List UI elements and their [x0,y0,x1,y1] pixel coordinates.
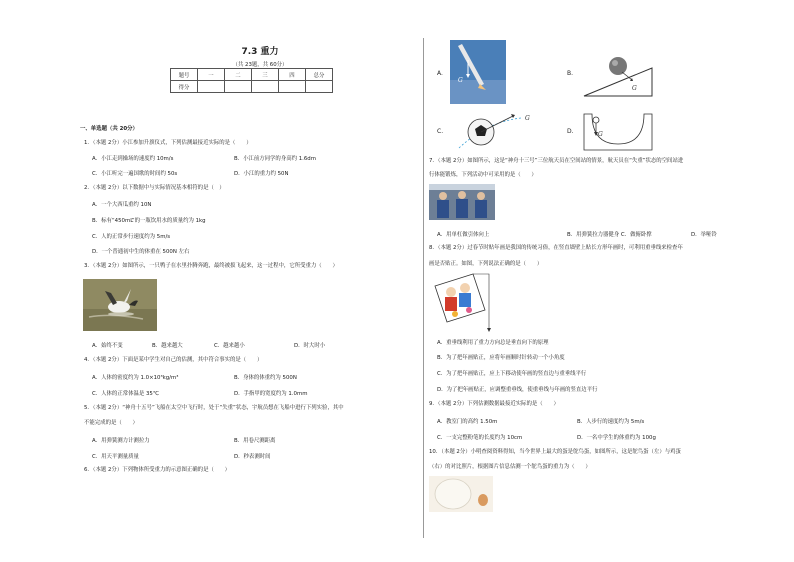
section-heading: 一、单选题（共 20分） [80,126,138,132]
score-cell[interactable] [306,81,333,93]
option-b[interactable]: B．人步行的速度约为 5m/s [577,419,645,425]
soccer-ball-figure [457,108,537,152]
question-stem-continued: 画是否贴正。如图，下列说法正确的是（ ） [429,261,543,267]
option-b[interactable]: B．标有“450mL”的一瓶饮用水的质量约为 1kg [92,218,206,224]
option-b[interactable]: B．身体的体重约为 500N [234,375,297,381]
option-b[interactable]: B．用卷尺测距离 [234,438,276,444]
question-stem: 1．（本题 2分）小江参加升旗仪式，下列估测最接近实际的是（ ） [84,140,252,146]
option-a[interactable]: A. [437,70,443,77]
option-b[interactable]: B. [567,70,574,77]
question-stem: 7．（本题 2分）如图所示，这是“神舟十三号”三位航天员在空间站的情景，航天员在“失重”状态的空间站进 [429,158,684,164]
question-stem-continued: 行体能锻炼，下列活动中可采用的是（ ） [429,172,537,178]
option-a[interactable]: A．小江走到操场的速度约 10m/s [92,156,174,162]
score-table-header: 二 [225,69,252,81]
score-table-header: 三 [252,69,279,81]
option-a[interactable]: A．重垂线利用了重力方向总是垂直向下的原理 [437,340,549,346]
option-d[interactable]: D．举哑铃 [691,232,717,238]
option-d[interactable]: D．秒表测时间 [234,454,271,460]
question-stem: 3．（本题 2分）如图所示，一只鸭子在水里扑腾奔跑，最终被拔飞起来，这一过程中，它所受重力（ ） [84,263,338,269]
question-stem: 6．（本题 2分）下列物体所受重力的示意图正确的是（ ） [84,467,231,473]
option-c[interactable]: C．越来越小 [214,343,245,349]
option-b[interactable]: B．用弹簧拉力器健身 C．做俯卧撑 [567,232,652,238]
question-stem: 8．（本题 2分）过春节时贴年画是我国的传统习俗，在竖直墙壁上贴长方形年画时，可利用重垂线来检查年 [429,245,683,251]
question-stem: 5．（本题 2分）“神舟十五号”飞船在太空中飞行时，处于“失重”状态，宇航员想在飞船中进行下列实验，其中 [84,405,344,411]
score-table [170,68,333,93]
option-d[interactable]: D．小江的重力约 50N [234,171,289,177]
option-a[interactable]: A．始终不变 [92,343,123,349]
option-a[interactable]: A．用弹簧测力计测拉力 [92,438,150,444]
question-stem: 9．（本题 2分）下列估测数据最接近实际的是（ ） [429,401,559,407]
score-table-row-label: 得分 [171,81,198,93]
option-d[interactable]: D．一个普通初中生的体重在 500N 左右 [92,249,190,255]
question-stem: 2．（本题 2分）以下数据中与实际情况基本相符的是（ ） [84,185,225,191]
question-stem-continued: 不能完成的是（ ） [84,420,138,426]
force-label: G [598,131,603,138]
option-a[interactable]: A．人体的密度约为 1.0×10³kg/m³ [92,375,179,381]
option-d[interactable]: D. [567,128,574,135]
page-subtitle: （共 23题，共 60分） [232,62,288,68]
ball-on-slope-figure [582,46,654,98]
score-table-score-row [171,81,333,93]
score-cell[interactable] [279,81,306,93]
option-a[interactable]: A．用单杠做引体向上 [437,232,490,238]
option-c[interactable]: C. [437,128,444,135]
option-d[interactable]: D．一名中学生的体重约为 100g [577,435,656,441]
half-pipe-figure [582,110,654,152]
page-title: 7.3 重力 [241,47,279,57]
score-cell[interactable] [225,81,252,93]
question-stem-continued: （右）的对比照片，根据图片信息估测一个鸵鸟蛋的重力为（ ） [429,464,591,470]
option-b[interactable]: B．小江前方同学的身高约 1.6dm [234,156,316,162]
option-d[interactable]: D．时大时小 [294,343,326,349]
force-label: G [525,115,530,122]
question-stem: 10．（本题 2分）小明查阅资料得知，当今世界上最大的蛋是鸵鸟蛋，如图所示，这是鸵鸟蛋（左）与鸡蛋 [429,449,681,455]
score-table-header: 四 [279,69,306,81]
option-d[interactable]: D．手指甲的宽度约为 1.0mm [234,391,308,397]
eggs-photo [429,476,493,512]
right-page [397,0,794,562]
option-c[interactable]: C．一支完整粉笔的长度约为 10cm [437,435,523,441]
question-stem: 4．（本题 2分）下面是某中学生对自己的估测，其中符合事实的是（ ） [84,357,263,363]
score-table-header-row [171,69,333,81]
option-c[interactable]: C．人的正常步行速度约为 5m/s [92,234,171,240]
score-cell[interactable] [198,81,225,93]
score-cell[interactable] [252,81,279,93]
astronauts-photo [429,184,495,220]
option-c[interactable]: C．小江听完一遍国歌的时间约 50s [92,171,178,177]
score-table-header: 一 [198,69,225,81]
score-table-header: 题号 [171,69,198,81]
new-year-painting-figure [429,272,495,334]
force-label: G [458,77,463,84]
rocket-figure [450,40,506,104]
option-a[interactable]: A．一个大西瓜重约 10N [92,202,152,208]
option-b[interactable]: B．越来越大 [152,343,183,349]
option-b[interactable]: B．为了把年画贴正，应将年画顺时针转动一个小角度 [437,355,565,361]
option-c[interactable]: C．人体的正常体温是 35℃ [92,391,159,397]
force-label: G [632,85,637,92]
score-table-header: 总分 [306,69,333,81]
option-d[interactable]: D．为了把年画贴正，应调整重垂线，使重垂线与年画的竖直边平行 [437,387,598,393]
option-c[interactable]: C．为了把年画贴正，应上下移动使年画的竖直边与重垂线平行 [437,371,587,377]
option-c[interactable]: C．用天平测量质量 [92,454,139,460]
option-a[interactable]: A．教室门的高约 1.50m [437,419,498,425]
duck-photo [83,279,157,331]
